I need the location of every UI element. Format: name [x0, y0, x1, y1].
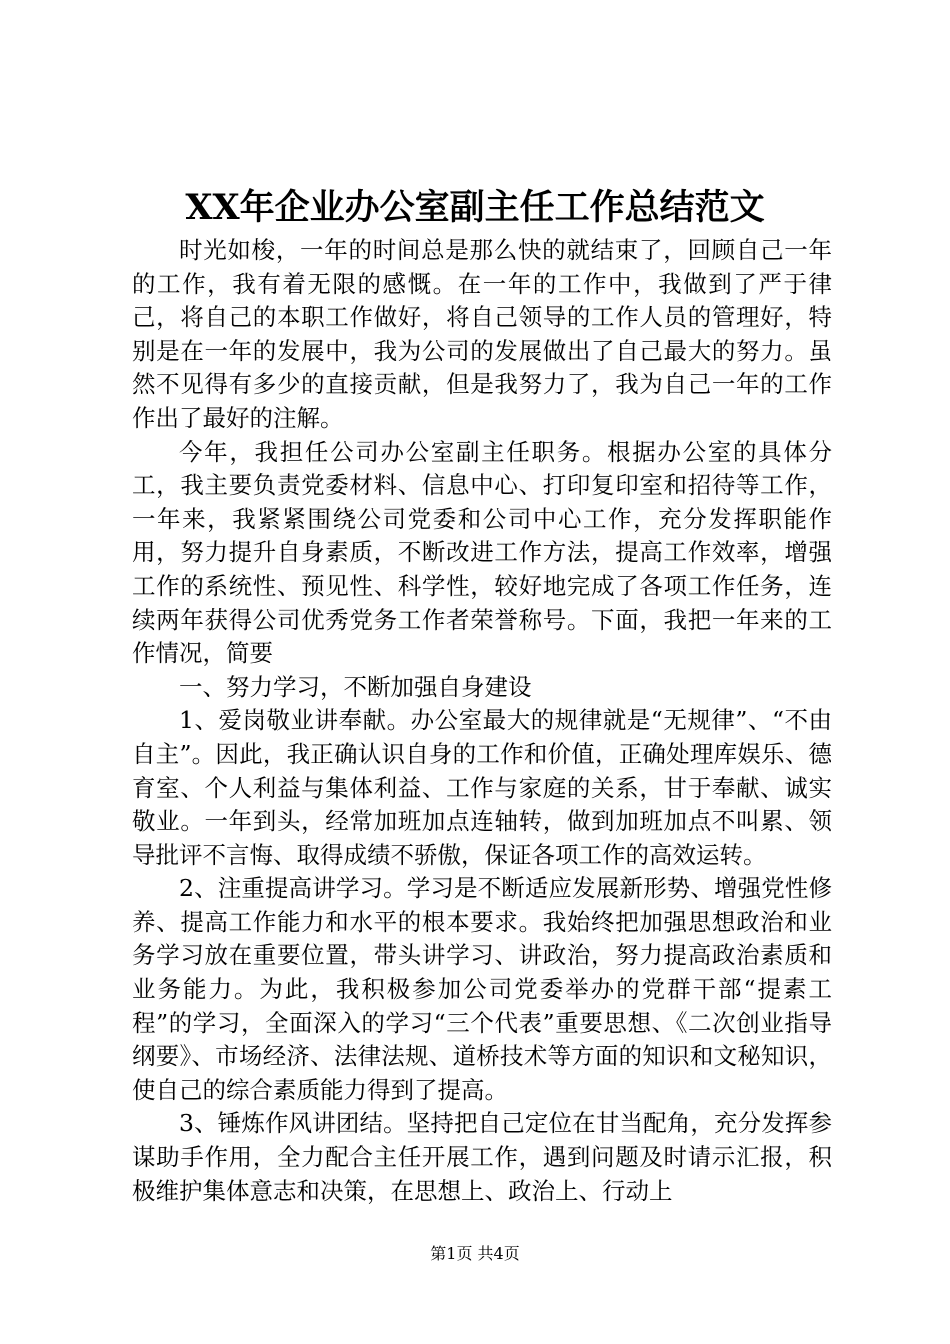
- paragraph-item-2: 2、注重提高讲学习。学习是不断适应发展新形势、增强党性修养、提高工作能力和水平的根本要求。我始终把加强思想政治和业务学习放在重要位置，带头讲学习、讲政治，努力提高政治素质和业务能力。为此，我积极参加公司党委举办的党群干部“提素工程”的学习，全面深入的学习“三个代表”重要思想、《二次创业指导纲要》、市场经济、法律法规、道桥技术等方面的知识和文秘知识，使自己的综合素质能力得到了提高。: [132, 874, 832, 1104]
- paragraph-item-3: 3、锤炼作风讲团结。坚持把自己定位在甘当配角，充分发挥参谋助手作用，全力配合主任开展工作，遇到问题及时请示汇报，积极维护集体意志和决策，在思想上、政治上、行动上: [132, 1109, 832, 1205]
- paragraph-intro: 时光如梭，一年的时间总是那么快的就结束了，回顾自己一年的工作，我有着无限的感慨。在一年的工作中，我做到了严于律己，将自己的本职工作做好，将自己领导的工作人员的管理好，特别是在一年的发展中，我为公司的发展做出了自己最大的努力。虽然不见得有多少的直接贡献，但是我努力了，我为自己一年的工作作出了最好的注解。: [132, 236, 832, 432]
- page-footer: 第1页 共4页: [430, 1244, 520, 1263]
- section-heading-1: 一、努力学习，不断加强自身建设: [179, 672, 532, 701]
- paragraph-duties: 今年，我担任公司办公室副主任职务。根据办公室的具体分工，我主要负责党委材料、信息中心、打印复印室和招待等工作，一年来，我紧紧围绕公司党委和公司中心工作，充分发挥职能作用，努力提升自身素质，不断改进工作方法，提高工作效率，增强工作的系统性、预见性、科学性，较好地完成了各项工作任务，连续两年获得公司优秀党务工作者荣誉称号。下面，我把一年来的工作情况，简要: [132, 437, 832, 668]
- document-title: XX年企业办公室副主任工作总结范文: [185, 187, 765, 228]
- paragraph-item-1: 1、爱岗敬业讲奉献。办公室最大的规律就是“无规律”、“不由自主”。因此，我正确认识自身的工作和价值，正确处理库娱乐、德育室、个人利益与集体利益、工作与家庭的关系，甘于奉献、诚实敬业。一年到头，经常加班加点连轴转，做到加班加点不叫累、领导批评不言悔、取得成绩不骄傲，保证各项工作的高效运转。: [132, 706, 832, 869]
- document-body: [132, 234, 832, 1208]
